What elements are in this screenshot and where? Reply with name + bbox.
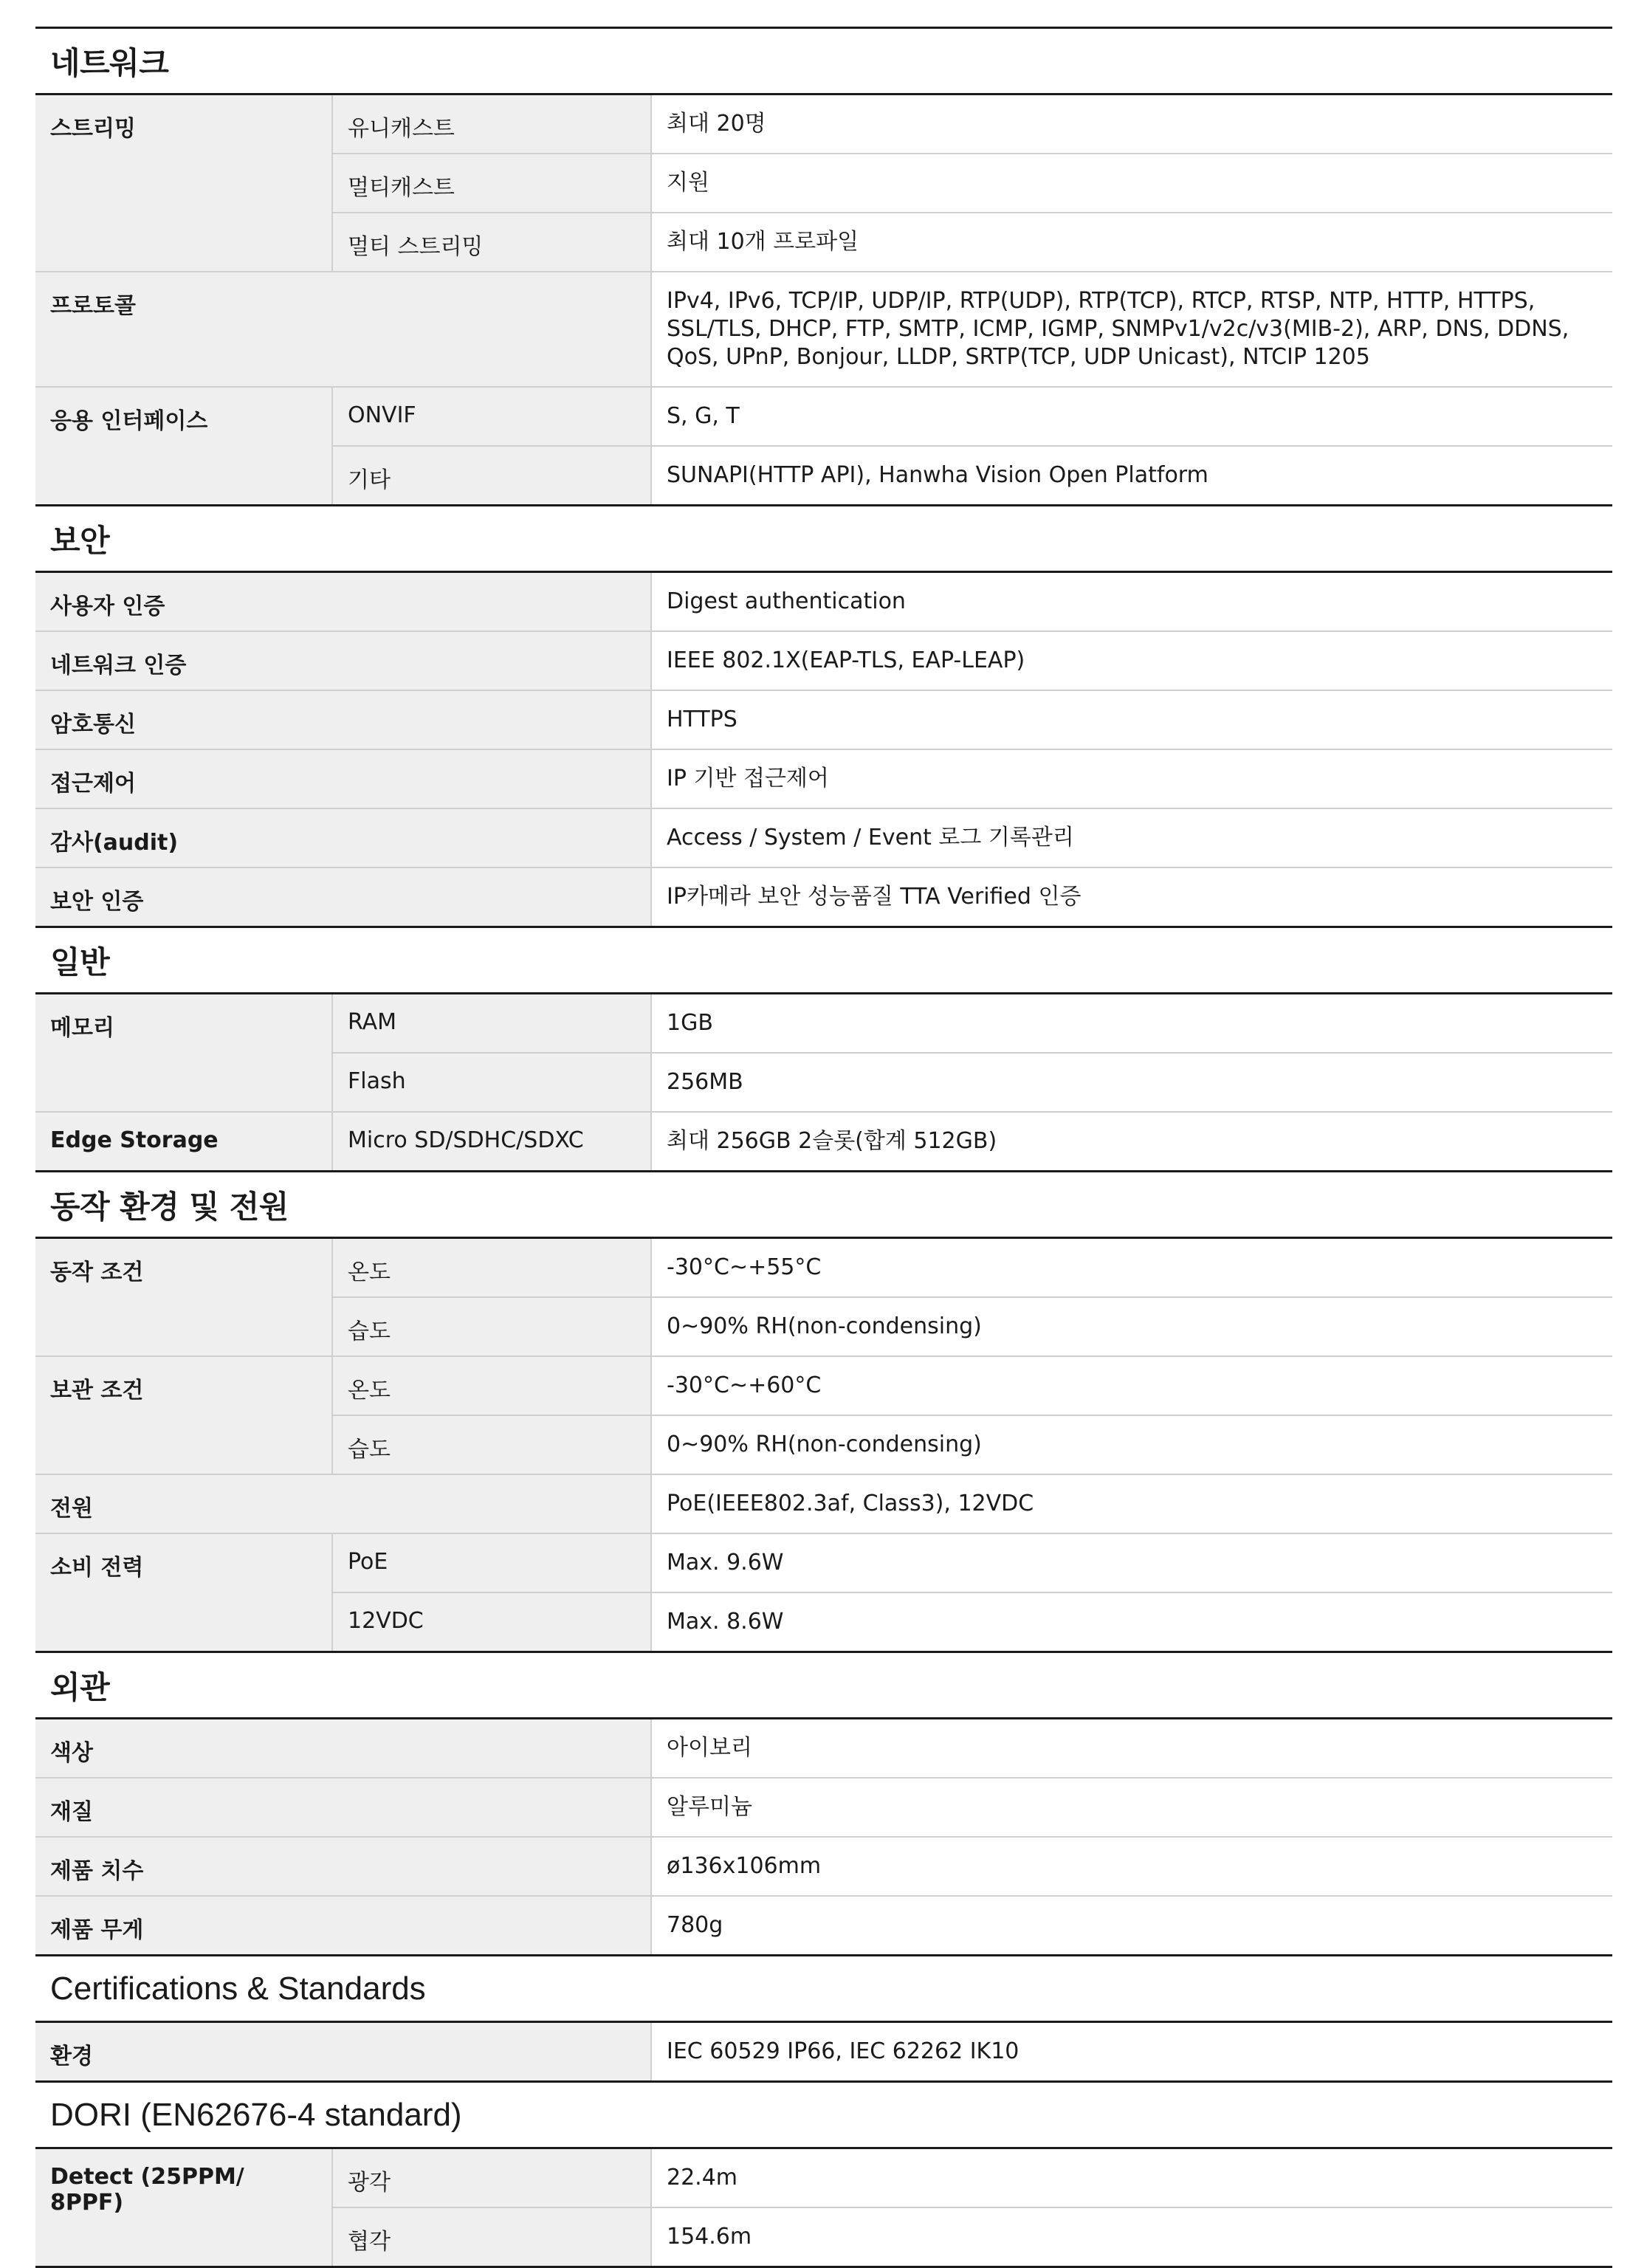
spec-row (333, 1534, 1612, 1592)
spec-value: IPv4, IPv6, TCP/IP, UDP/IP, RTP(UDP), RTP(TCP), RTCP, RTSP, NTP, HTTP, HTTPS, SSL/TLS, DHCP, FTP, SMTP, ICMP, IGMP, SNMPv1/v2c/v3(MIB-2), ARP, DNS, DDNS, QoS, UPnP, Bonjour, LLDP, SRTP(TCP, UDP Unicast), NTCIP 1205 (667, 288, 1569, 370)
spec-value: ø136x106mm (667, 1853, 822, 1879)
spec-value: 0~90% RH(non-condensing) (667, 1432, 982, 1457)
spec-value: 최대 20명 (667, 111, 766, 137)
spec-value: PoE(IEEE802.3af, Class3), 12VDC (667, 1491, 1034, 1516)
category-label: 사용자 인증 (35, 573, 652, 630)
spec-section (35, 2080, 1612, 2266)
sub-label: 12VDC (333, 1593, 652, 1651)
spec-value: S, G, T (667, 403, 740, 429)
category-label: 메모리 (35, 994, 333, 1111)
spec-row (333, 1239, 1612, 1296)
category-label: 제품 무게 (35, 1897, 652, 1954)
spec-group (35, 1357, 1612, 1475)
category-label: 감사(audit) (35, 809, 652, 867)
category-label: Edge Storage (35, 1113, 333, 1170)
spec-value: 256MB (667, 1069, 743, 1095)
spec-group (35, 388, 1612, 504)
spec-value: 지원 (667, 170, 709, 196)
sub-label: Micro SD/SDHC/SDXC (333, 1113, 652, 1170)
spec-sheet (35, 27, 1612, 2268)
spec-row (333, 1296, 1612, 1355)
spec-value: SUNAPI(HTTP API), Hanwha Vision Open Platform (667, 462, 1208, 488)
spec-section (35, 1170, 1612, 1651)
section-title: 보안 (35, 506, 1612, 573)
category-label: 암호통신 (35, 691, 652, 749)
spec-row (333, 1357, 1612, 1415)
sub-label: 기타 (333, 447, 652, 504)
spec-row (333, 445, 1612, 504)
spec-group (35, 1897, 1612, 1954)
category-label: 동작 조건 (35, 1239, 333, 1355)
spec-group (35, 868, 1612, 926)
spec-section (35, 926, 1612, 1170)
spec-group (35, 994, 1612, 1113)
sub-rows (333, 1357, 1612, 1474)
spec-group (35, 2023, 1612, 2080)
spec-row (333, 2207, 1612, 2266)
category-label: 색상 (35, 1719, 652, 1777)
spec-row (333, 212, 1612, 271)
sub-rows (333, 388, 1612, 504)
sub-label: PoE (333, 1534, 652, 1592)
sub-label: 온도 (333, 1357, 652, 1415)
spec-section (35, 27, 1612, 504)
category-label: 네트워크 인증 (35, 632, 652, 690)
sub-label: 광각 (333, 2149, 652, 2207)
sub-rows (333, 1113, 1612, 1170)
sub-label: Flash (333, 1054, 652, 1111)
sub-label: 온도 (333, 1239, 652, 1296)
spec-row (333, 2149, 1612, 2207)
category-label: 재질 (35, 1779, 652, 1836)
spec-group (35, 809, 1612, 868)
sub-label: 협각 (333, 2208, 652, 2266)
sub-rows (333, 1239, 1612, 1355)
spec-value: Access / System / Event 로그 기록관리 (667, 825, 1074, 850)
spec-value: IEC 60529 IP66, IEC 62262 IK10 (667, 2038, 1020, 2064)
spec-group (35, 691, 1612, 750)
category-label: 스트리밍 (35, 95, 333, 271)
spec-value: -30°C~+55°C (667, 1254, 822, 1280)
category-label: 보관 조건 (35, 1357, 333, 1474)
spec-value: 알루미늄 (667, 1794, 752, 1820)
spec-value: 1GB (667, 1010, 713, 1036)
category-label: 환경 (35, 2023, 652, 2080)
spec-value: IEEE 802.1X(EAP-TLS, EAP-LEAP) (667, 647, 1025, 673)
spec-value: 최대 256GB 2슬롯(합계 512GB) (667, 1128, 997, 1154)
spec-value: Max. 8.6W (667, 1609, 784, 1635)
category-label: 전원 (35, 1475, 652, 1533)
section-title: DORI (EN62676-4 standard) (35, 2083, 1612, 2149)
spec-value: 0~90% RH(non-condensing) (667, 1313, 982, 1339)
spec-group (35, 750, 1612, 809)
spec-row (333, 994, 1612, 1052)
spec-row (333, 1052, 1612, 1111)
spec-group (35, 573, 1612, 632)
spec-group (35, 1719, 1612, 1779)
sub-label: RAM (333, 994, 652, 1052)
sub-label: 멀티 스트리밍 (333, 213, 652, 271)
category-label: 응용 인터페이스 (35, 388, 333, 504)
spec-group (35, 1113, 1612, 1170)
spec-row (333, 95, 1612, 153)
spec-value: 780g (667, 1912, 723, 1938)
spec-group (35, 1838, 1612, 1897)
spec-row (333, 153, 1612, 212)
sub-label: 유니캐스트 (333, 95, 652, 153)
spec-group (35, 1239, 1612, 1357)
spec-row (333, 1113, 1612, 1170)
spec-section (35, 1651, 1612, 1954)
spec-group (35, 1534, 1612, 1651)
spec-group (35, 272, 1612, 388)
spec-value: 22.4m (667, 2165, 738, 2190)
sub-rows (333, 95, 1612, 271)
spec-section (35, 1954, 1612, 2080)
spec-section (35, 504, 1612, 926)
sub-label: 습도 (333, 1298, 652, 1355)
spec-value: 154.6m (667, 2224, 752, 2250)
section-title: 외관 (35, 1653, 1612, 1719)
spec-row (333, 1415, 1612, 1474)
category-label: 보안 인증 (35, 868, 652, 926)
sub-label: 멀티캐스트 (333, 154, 652, 212)
spec-group (35, 95, 1612, 272)
section-title: 일반 (35, 928, 1612, 994)
section-title: 네트워크 (35, 29, 1612, 95)
sub-label: ONVIF (333, 388, 652, 445)
spec-group (35, 632, 1612, 691)
spec-value: IP 기반 접근제어 (667, 766, 829, 791)
sub-rows (333, 1534, 1612, 1651)
spec-group (35, 1779, 1612, 1838)
spec-row (333, 1592, 1612, 1651)
spec-row (333, 388, 1612, 445)
category-label: 접근제어 (35, 750, 652, 808)
spec-value: Digest authentication (667, 588, 906, 614)
category-label: 제품 치수 (35, 1838, 652, 1895)
section-title: 동작 환경 및 전원 (35, 1172, 1612, 1239)
spec-value: 아이보리 (667, 1735, 752, 1761)
spec-group (35, 1475, 1612, 1534)
spec-value: -30°C~+60°C (667, 1372, 822, 1398)
sub-label: 습도 (333, 1416, 652, 1474)
spec-value: HTTPS (667, 707, 737, 732)
sub-rows (333, 994, 1612, 1111)
category-label: 프로토콜 (35, 272, 652, 386)
category-label: Detect (25PPM/ 8PPF) (35, 2149, 333, 2266)
spec-value: Max. 9.6W (667, 1550, 784, 1575)
section-title: Certifications & Standards (35, 1956, 1612, 2023)
sub-rows (333, 2149, 1612, 2266)
spec-value: IP카메라 보안 성능품질 TTA Verified 인증 (667, 884, 1082, 910)
category-label: 소비 전력 (35, 1534, 333, 1651)
spec-group (35, 2149, 1612, 2266)
spec-value: 최대 10개 프로파일 (667, 229, 859, 255)
